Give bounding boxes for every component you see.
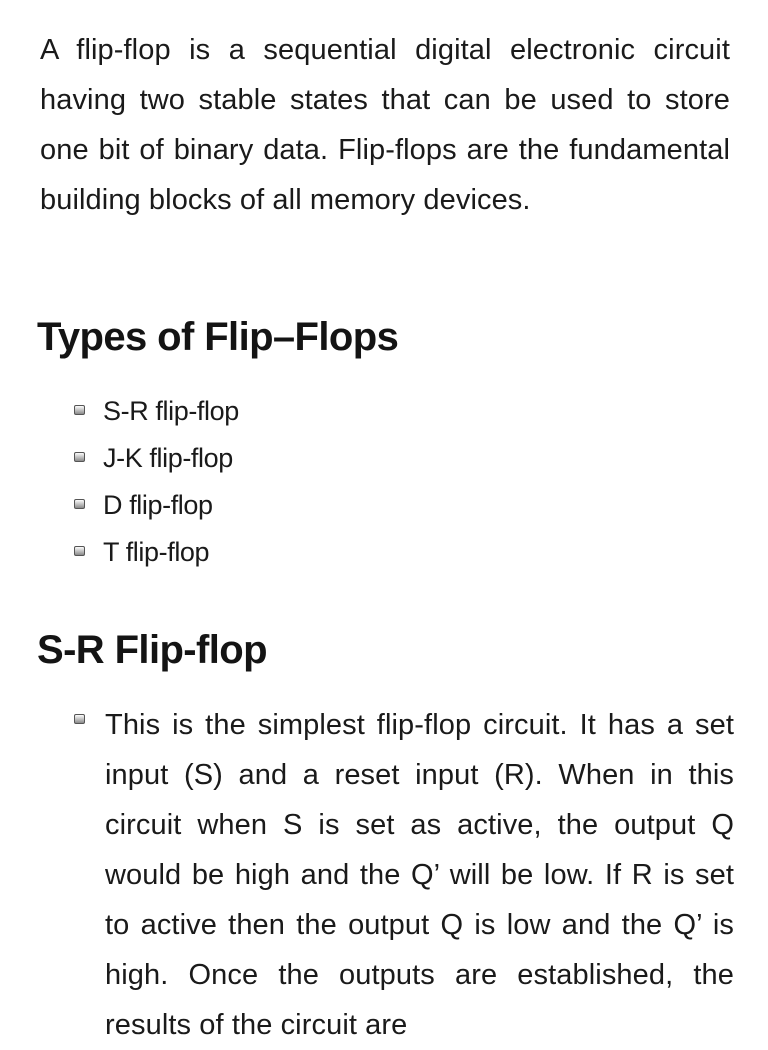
list-item-label: J-K flip-flop [103, 443, 233, 473]
list-item [72, 435, 239, 482]
list-item-label: D flip-flop [103, 490, 213, 520]
list-item [72, 482, 239, 529]
square-bullet-icon [74, 714, 85, 724]
square-bullet-icon [74, 405, 85, 415]
list-item [72, 388, 239, 435]
types-heading: Types of Flip–Flops [37, 315, 399, 359]
list-item [72, 529, 239, 576]
sr-description-text: This is the simplest flip-flop circuit. It has a set input (S) and a reset input (R). When in this circuit when S is set as active, the output Q would be high and the Q’ will be low. If R is set to active then the output Q is low and the Q’ is high. Once the outputs are established, the results of the circuit are [105, 709, 734, 1041]
sr-description-item [72, 700, 734, 1050]
intro-paragraph: A flip-flop is a sequential digital electronic circuit having two stable states that can be used to store one bit of binary data. Flip-flops are the fundamental building blocks of all memory devices. [40, 34, 730, 216]
square-bullet-icon [74, 546, 85, 556]
square-bullet-icon [74, 452, 85, 462]
list-item-label: S-R flip-flop [103, 396, 239, 426]
types-list [72, 388, 239, 576]
list-item-label: T flip-flop [103, 537, 210, 567]
sr-flipflop-heading: S-R Flip-flop [37, 628, 267, 672]
square-bullet-icon [74, 499, 85, 509]
